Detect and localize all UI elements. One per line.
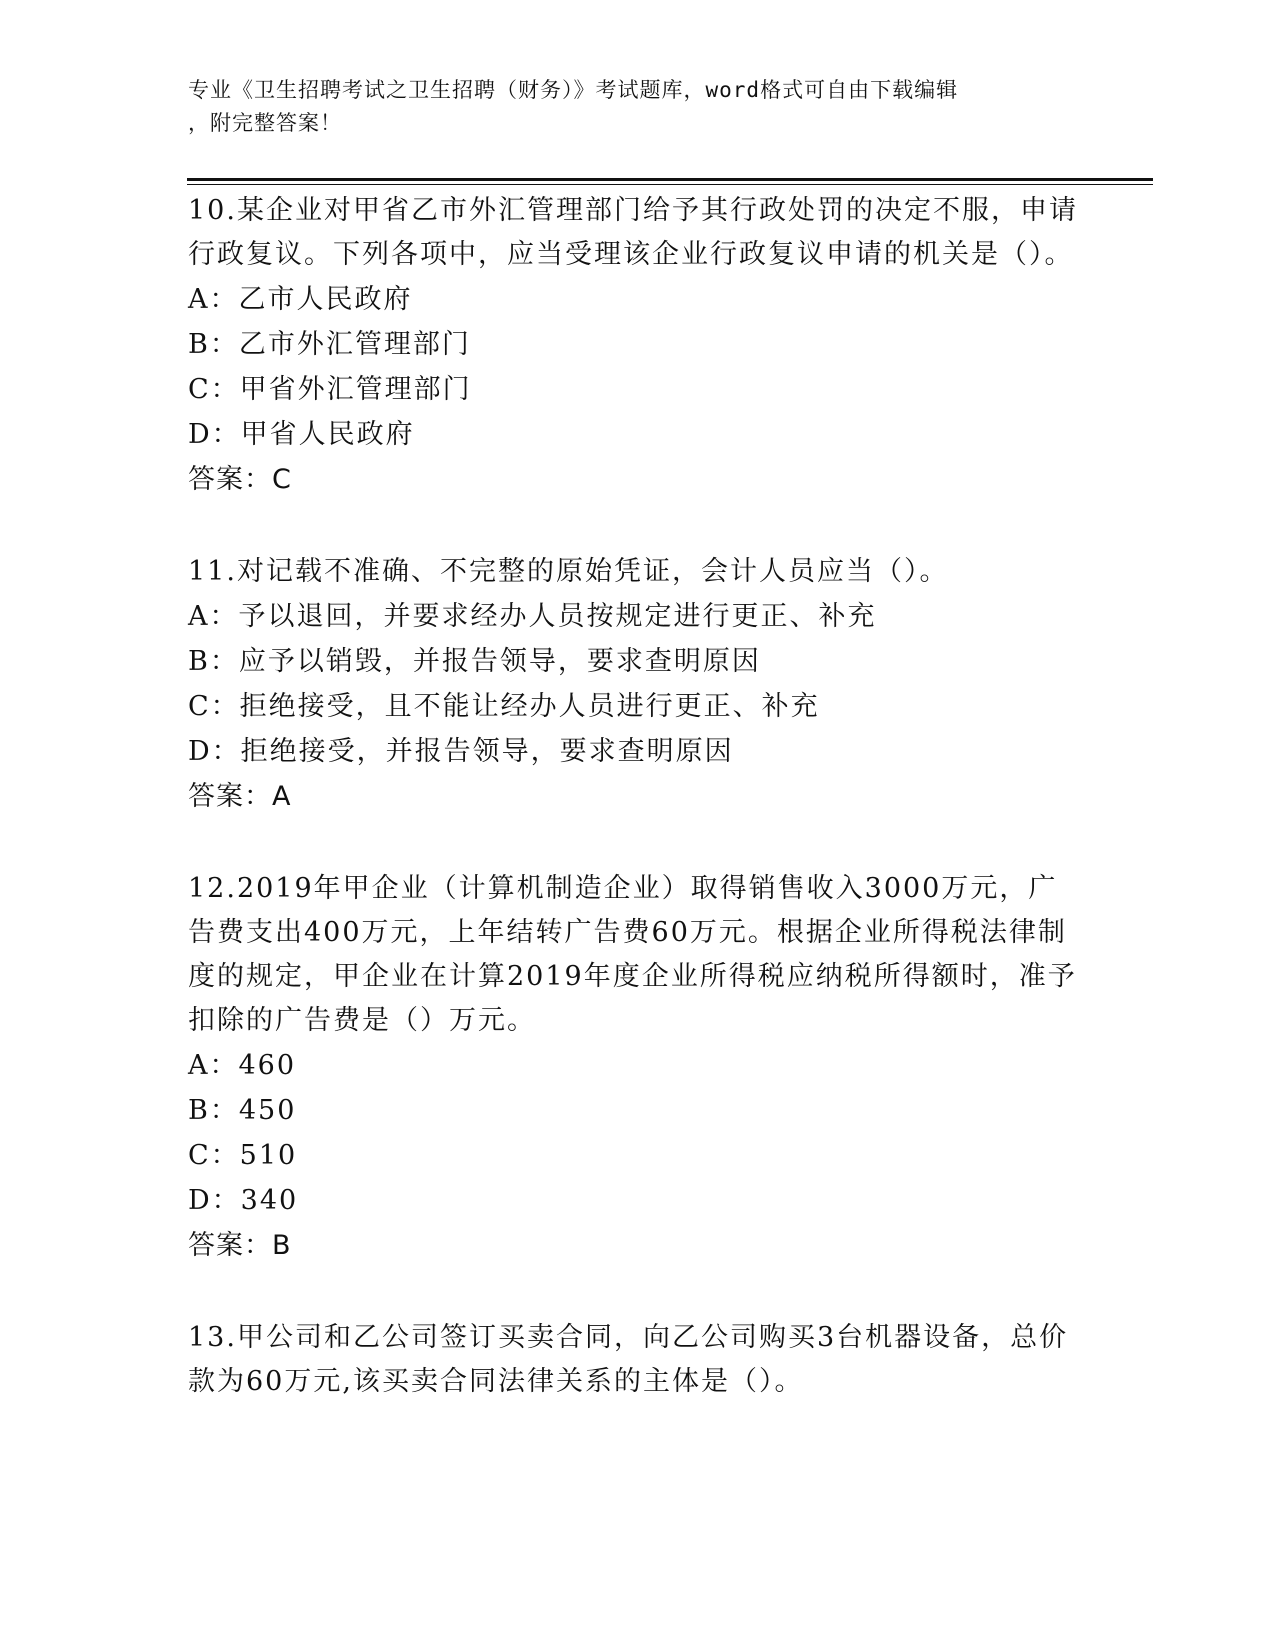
option-c: C：甲省外汇管理部门 [188,374,472,405]
document-header [188,74,1068,140]
answer: 答案：A [188,781,292,812]
question-stem: 10.某企业对甲省乙市外汇管理部门给予其行政处罚的决定不服，申请行政复议。下列各项中，应当受理该企业行政复议申请的机关是（）。 [188,195,1078,270]
option-d: D：340 [188,1185,299,1216]
option-d: D：甲省人民政府 [188,419,415,450]
option-b: B：应予以销毁，并报告领导，要求查明原因 [188,646,761,677]
question-stem: 13.甲公司和乙公司签订买卖合同，向乙公司购买3台机器设备，总价款为60万元,该买卖合同法律关系的主体是（）。 [188,1322,1069,1397]
question-stem: 12.2019年甲企业（计算机制造企业）取得销售收入3000万元，广告费支出400万元，上年结转广告费60万元。根据企业所得税法律制度的规定，甲企业在计算2019年度企业所得税应纳税所得额时，准予扣除的广告费是（）万元。 [188,873,1077,1036]
answer: 答案：B [188,1230,292,1261]
header-line-2: ，附完整答案！ [188,111,342,135]
option-b: B：450 [188,1095,297,1126]
question-10 [188,189,1083,502]
header-rule-thick [187,178,1153,181]
option-d: D：拒绝接受，并报告领导，要求查明原因 [188,736,734,767]
header-line-1: 专业《卫生招聘考试之卫生招聘（财务）》考试题库，word格式可自由下载编辑 [188,78,959,102]
option-a: A：予以退回，并要求经办人员按规定进行更正、补充 [188,601,877,632]
option-a: A：460 [188,1050,297,1081]
option-c: C：510 [188,1140,298,1171]
question-13 [188,1316,1083,1404]
header-rule-thin [187,184,1153,185]
question-stem: 11.对记载不准确、不完整的原始凭证，会计人员应当（）。 [188,556,949,587]
question-12 [188,867,1083,1268]
option-a: A：乙市人民政府 [188,284,413,315]
question-11 [188,550,1083,819]
option-c: C：拒绝接受，且不能让经办人员进行更正、补充 [188,691,820,722]
option-b: B：乙市外汇管理部门 [188,329,471,360]
answer: 答案：C [188,464,292,495]
question-list [188,189,1083,1404]
